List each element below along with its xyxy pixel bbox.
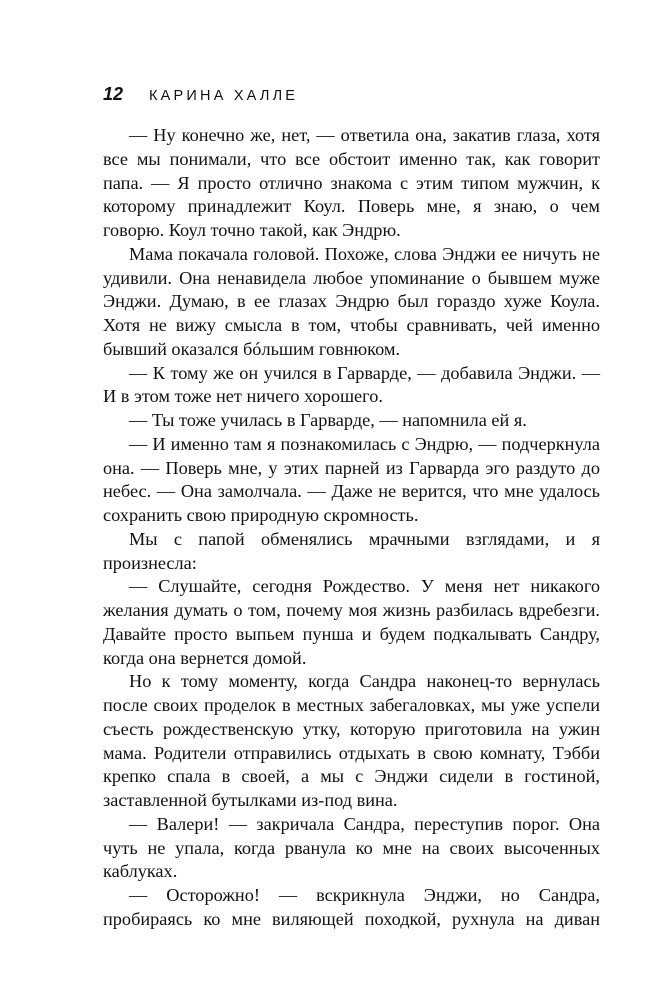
page-number: 12 [103, 84, 124, 104]
paragraph: Мама покачала головой. Похоже, слова Энджи ее ничуть не удивили. Она ненавидела любое упоминание о бывшем муже Энджи. Думаю, в ее глазах Эндрю был гораздо хуже Коула. Хотя не вижу смысла в том, чтобы сравнивать, чей именно бывший оказался бóльшим говнюком. [103, 243, 600, 359]
author-name: КАРИНА ХАЛЛЕ [149, 88, 299, 104]
paragraph: — Слушайте, сегодня Рождество. У меня нет никакого желания думать о том, почему моя жизнь разбилась вдребезги. Давайте просто выпьем пунша и будем подкалывать Сандру, когда она вернется домой. [103, 576, 600, 668]
paragraph: — Ты тоже училась в Гарварде, — напомнила ей я. [129, 410, 527, 430]
paragraph: — Осторожно! — вскрикнула Энджи, но Сандра, пробираясь ко мне виляющей походкой, рухнула на диван [103, 885, 600, 929]
running-header [103, 84, 298, 105]
paragraph: Мы с папой обменялись мрачными взглядами, и я произнесла: [103, 528, 600, 573]
paragraph: Но к тому моменту, когда Сандра наконец-то вернулась после своих проделок в местных забегаловках, мы уже успели съесть рождественскую утку, которую приготовила на ужин мама. Родители отправились отдыхать в свою комнату, Тэбби крепко спала в своей, а мы с Энджи сидели в гостиной, заставленной бутылками из-под вина. [103, 671, 600, 810]
paragraph: — Валери! — закричала Сандра, переступив порог. Она чуть не упала, когда рванула ко мне на своих высоченных каблуках. [103, 813, 600, 882]
paragraph: — К тому же он учился в Гарварде, — добавила Энджи. — И в этом тоже нет ничего хорошего. [103, 362, 600, 407]
body-text [103, 124, 600, 932]
paragraph: — Ну конечно же, нет, — ответила она, закатив глаза, хотя все мы понимали, что все обстоит именно так, как говорит папа. — Я просто отлично знакома с этим типом мужчин, к которому принадлежит Коул. Поверь мне, я знаю, о чем говорю. Коул точно такой, как Эндрю. [103, 125, 600, 240]
paragraph: — И именно там я познакомилась с Эндрю, — подчеркнула она. — Поверь мне, у этих парней из Гарварда эго раздуто до небес. — Она замолчала. — Даже не верится, что мне удалось сохранить свою природную скромность. [103, 433, 600, 525]
